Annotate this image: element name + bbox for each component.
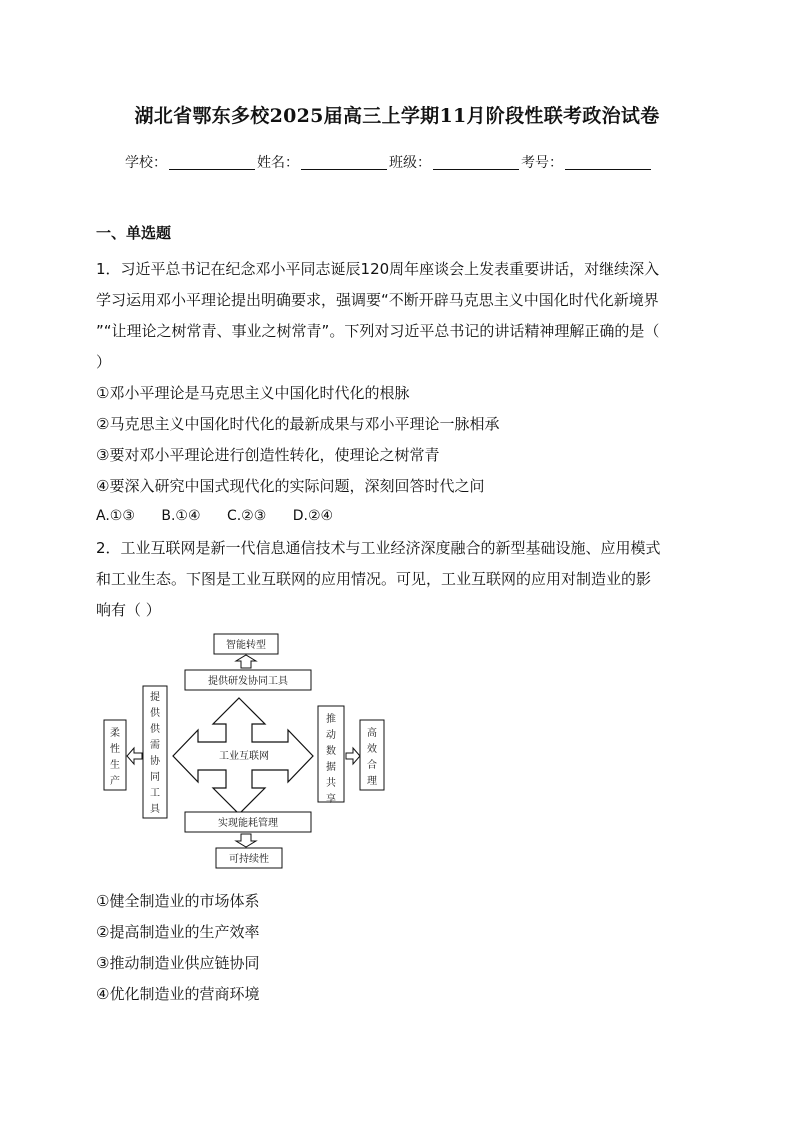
left-inner-char-8: 具 <box>150 804 160 815</box>
right-arrow-icon <box>346 748 360 764</box>
q1-stem-line-1: 1．习近平总书记在纪念邓小平同志诞辰120周年座谈会上发表重要讲话，对继续深入 <box>96 260 660 278</box>
section-heading: 一、单选题 <box>96 224 172 242</box>
q2-stem-line-3: 响有（ ） <box>96 601 161 619</box>
q2-stem-line-2: 和工业生态。下图是工业互联网的应用情况。可见，工业互联网的应用对制造业的影 <box>96 570 652 588</box>
up-arrow-icon <box>236 655 256 668</box>
right-inner-char-2: 动 <box>326 730 336 741</box>
bottom-outer-label: 可持续性 <box>229 854 269 865</box>
q2-statement-1: ①健全制造业的市场体系 <box>96 892 260 910</box>
q1-option-b[interactable]: B.①④ <box>161 508 201 524</box>
name-blank[interactable] <box>301 155 387 170</box>
class-label: 班级： <box>389 155 431 171</box>
q1-statement-2: ②马克思主义中国化时代化的最新成果与邓小平理论一脉相承 <box>96 415 500 433</box>
left-inner-char-3: 供 <box>150 724 160 735</box>
top-inner-label: 提供研发协同工具 <box>208 676 288 687</box>
left-inner-char-1: 提 <box>150 692 160 703</box>
right-inner-char-4: 据 <box>326 762 336 773</box>
q1-stem-line-3: ”“让理论之树常青、事业之树常青”。下列对习近平总书记的讲话精神理解正确的是（ <box>96 322 660 340</box>
right-inner-char-5: 共 <box>326 778 336 789</box>
q2-statement-4: ④优化制造业的营商环境 <box>96 985 260 1003</box>
q2-statement-2: ②提高制造业的生产效率 <box>96 923 260 941</box>
page-title: 湖北省鄂东多校2025届高三上学期11月阶段性联考政治试卷 <box>134 105 660 127</box>
left-inner-char-5: 协 <box>150 756 160 767</box>
right-inner-char-6: 享 <box>326 794 336 805</box>
student-info-row <box>125 152 653 172</box>
right-outer-char-4: 理 <box>367 776 377 787</box>
q1-statement-4: ④要深入研究中国式现代化的实际问题，深刻回答时代之问 <box>96 477 485 495</box>
number-blank[interactable] <box>565 155 651 170</box>
left-arrow-icon <box>127 748 142 764</box>
right-outer-char-1: 高 <box>367 728 377 739</box>
q1-options <box>96 508 355 524</box>
left-outer-char-1: 柔 <box>110 728 120 739</box>
bottom-inner-label: 实现能耗管理 <box>218 818 278 829</box>
industrial-internet-diagram <box>98 628 388 874</box>
right-inner-char-3: 数 <box>326 746 336 757</box>
down-arrow-icon <box>236 834 256 847</box>
school-blank[interactable] <box>169 155 255 170</box>
number-label: 考号： <box>521 155 563 171</box>
school-label: 学校： <box>125 155 167 171</box>
left-outer-char-4: 产 <box>110 776 120 787</box>
q1-option-c[interactable]: C.②③ <box>226 508 267 524</box>
q1-option-d[interactable]: D.②④ <box>292 508 334 524</box>
q1-stem-line-4: ） <box>96 353 112 371</box>
right-outer-char-2: 效 <box>367 744 377 755</box>
q2-statement-3: ③推动制造业供应链协同 <box>96 954 260 972</box>
q1-statement-1: ①邓小平理论是马克思主义中国化时代化的根脉 <box>96 384 410 402</box>
left-inner-char-7: 工 <box>150 788 160 799</box>
q1-stem-line-2: 学习运用邓小平理论提出明确要求，强调要“不断开辟马克思主义中国化时代化新境界 <box>96 291 659 309</box>
q2-stem-line-1: 2．工业互联网是新一代信息通信技术与工业经济深度融合的新型基础设施、应用模式 <box>96 539 661 557</box>
left-inner-char-4: 需 <box>150 740 160 751</box>
left-outer-char-2: 性 <box>110 744 120 755</box>
right-inner-char-1: 推 <box>326 714 336 725</box>
name-label: 姓名： <box>257 155 299 171</box>
left-inner-char-2: 供 <box>150 708 160 719</box>
right-outer-char-3: 合 <box>367 760 377 771</box>
class-blank[interactable] <box>433 155 519 170</box>
q1-option-a[interactable]: A.①③ <box>96 508 135 524</box>
center-label: 工业互联网 <box>219 751 269 762</box>
q1-statement-3: ③要对邓小平理论进行创造性转化，使理论之树常青 <box>96 446 440 464</box>
left-inner-char-6: 同 <box>150 772 160 783</box>
left-outer-char-3: 生 <box>110 760 120 771</box>
top-outer-label: 智能转型 <box>226 640 266 651</box>
